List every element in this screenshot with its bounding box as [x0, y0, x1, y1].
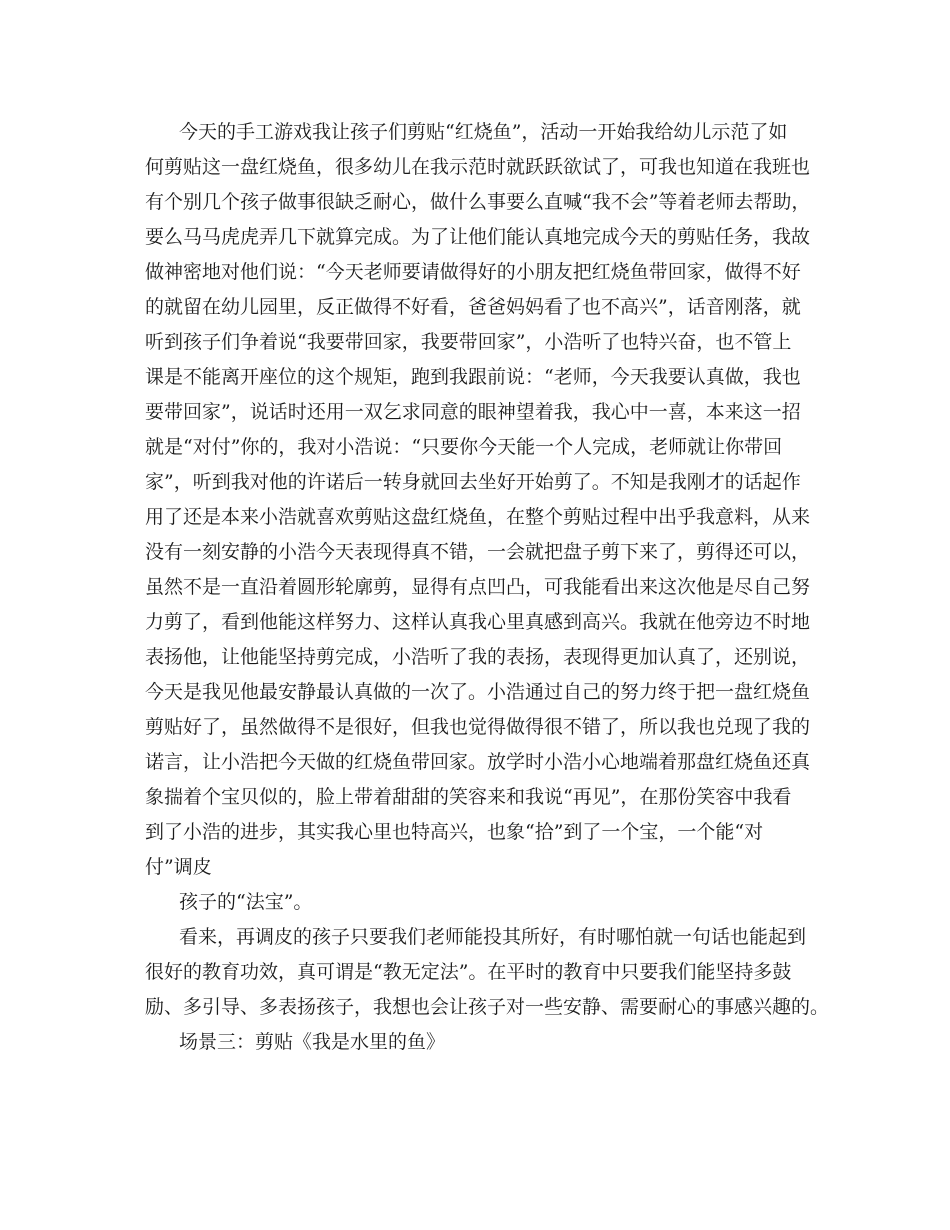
text-line: 课是不能离开座位的这个规矩，跑到我跟前说：“老师，今天我要认真做，我也	[145, 366, 801, 388]
text-line: 要么马马虎虎弄几下就算完成。为了让他们能认真地完成今天的剪贴任务，我故	[145, 226, 811, 248]
text-line: 很好的教育功效，真可谓是“教无定法”。在平时的教育中只要我们能坚持多鼓	[145, 961, 792, 983]
text-line: 做神密地对他们说：“今天老师要请做得好的小朋友把红烧鱼带回家，做得不好	[145, 261, 801, 283]
text-line: 孩子的“法宝”。	[179, 891, 313, 913]
text-line: 用了还是本来小浩就喜欢剪贴这盘红烧鱼，在整个剪贴过程中出乎我意料，从来	[145, 506, 811, 528]
text-line: 看来，再调皮的孩子只要我们老师能投其所好，有时哪怕就一句话也能起到	[179, 926, 807, 948]
text-line: 表扬他，让他能坚持剪完成，小浩听了我的表扬，表现得更加认真了，还别说，	[145, 646, 811, 668]
text-line: 今天是我见他最安静最认真做的一次了。小浩通过自己的努力终于把一盘红烧鱼	[145, 681, 811, 703]
text-line: 力剪了，看到他能这样努力、这样认真我心里真感到高兴。我就在他旁边不时地	[145, 611, 811, 633]
text-line: 到了小浩的进步，其实我心里也特高兴，也象“拾”到了一个宝，一个能“对	[145, 821, 764, 843]
text-line: 有个别几个孩子做事很缺乏耐心，做什么事要么直喊“我不会”等着老师去帮助，	[145, 191, 811, 213]
text-line: 今天的手工游戏我让孩子们剪贴“红烧鱼”，活动一开始我给幼儿示范了如	[179, 121, 788, 143]
text-line: 诺言，让小浩把今天做的红烧鱼带回家。放学时小浩小心地端着那盘红烧鱼还真	[145, 751, 811, 773]
text-line: 何剪贴这一盘红烧鱼，很多幼儿在我示范时就跃跃欲试了，可我也知道在我班也	[145, 156, 811, 178]
text-line: 的就留在幼儿园里，反正做得不好看，爸爸妈妈看了也不高兴”，话音刚落，就	[145, 296, 801, 318]
text-line: 家”，听到我对他的许诺后一转身就回去坐好开始剪了。不知是我刚才的话起作	[145, 471, 801, 493]
text-line: 就是“对付”你的，我对小浩说：“只要你今天能一个人完成，老师就让你带回	[145, 436, 783, 458]
text-line: 象揣着个宝贝似的，脸上带着甜甜的笑容来和我说“再见”，在那份笑容中我看	[145, 786, 792, 808]
text-line: 听到孩子们争着说“我要带回家，我要带回家”，小浩听了也特兴奋，也不管上	[145, 331, 792, 353]
text-line: 励、多引导、多表扬孩子，我想也会让孩子对一些安静、需要耐心的事感兴趣的。	[145, 996, 830, 1018]
text-line: 付”调皮	[145, 856, 212, 878]
text-line: 要带回家”，说话时还用一双乞求同意的眼神望着我，我心中一喜，本来这一招	[145, 401, 801, 423]
text-line: 剪贴好了，虽然做得不是很好，但我也觉得做得很不错了，所以我也兑现了我的	[145, 716, 811, 738]
text-line: 没有一刻安静的小浩今天表现得真不错，一会就把盘子剪下来了，剪得还可以，	[145, 541, 811, 563]
text-line: 虽然不是一直沿着圆形轮廓剪，显得有点凹凸，可我能看出来这次他是尽自己努	[145, 576, 811, 598]
text-line: 场景三：剪贴《我是水里的鱼》	[179, 1031, 446, 1053]
